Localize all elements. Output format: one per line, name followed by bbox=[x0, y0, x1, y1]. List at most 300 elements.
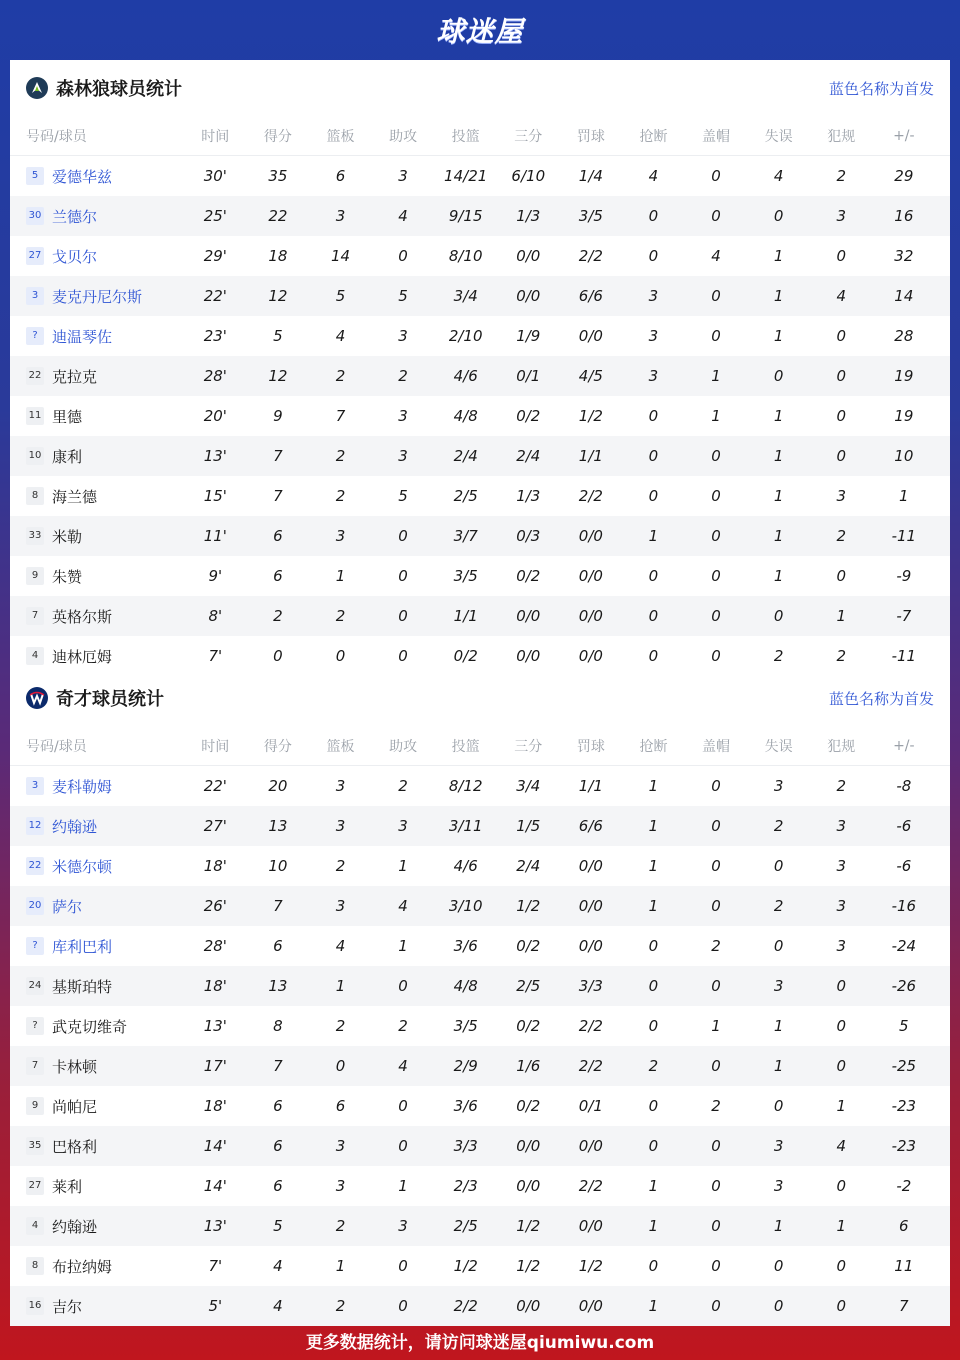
jersey-number: 8 bbox=[26, 1257, 44, 1275]
column-header: 时间 bbox=[201, 738, 230, 755]
column-header: 助攻 bbox=[389, 738, 418, 755]
player-row[interactable] bbox=[10, 1166, 950, 1206]
column-header: +/- bbox=[893, 127, 915, 144]
player-cell bbox=[10, 1176, 184, 1197]
player-cell bbox=[10, 366, 184, 387]
player-name[interactable]: 朱赞 bbox=[52, 567, 83, 586]
stat-cell: 3/3 bbox=[578, 977, 603, 995]
player-name[interactable]: 卡林顿 bbox=[52, 1057, 98, 1076]
stat-cell: 0 bbox=[273, 647, 283, 665]
stat-cell: 1 bbox=[899, 487, 909, 505]
stat-cell: -6 bbox=[896, 817, 912, 835]
stat-cell: 2 bbox=[335, 1297, 346, 1315]
stat-cell: 1 bbox=[773, 407, 784, 425]
stat-cell: 2 bbox=[711, 937, 721, 955]
player-row[interactable] bbox=[10, 516, 950, 556]
stat-cell: 1 bbox=[836, 607, 846, 625]
stat-cell: 5 bbox=[398, 487, 408, 505]
stat-cell: 19 bbox=[894, 407, 914, 425]
player-row[interactable] bbox=[10, 1086, 950, 1126]
player-cell bbox=[10, 896, 184, 917]
player-name[interactable]: 库利巴利 bbox=[52, 937, 113, 956]
stat-cell: 27' bbox=[203, 817, 227, 835]
stat-cell: 0/0 bbox=[578, 527, 603, 545]
team-title: 森林狼球员统计 bbox=[56, 79, 182, 100]
stat-cell: 4 bbox=[335, 327, 346, 345]
stat-cell: 1 bbox=[648, 1177, 659, 1195]
stat-cell: 3 bbox=[773, 977, 784, 995]
player-name[interactable]: 兰德尔 bbox=[52, 207, 98, 226]
player-cell bbox=[10, 286, 184, 307]
stat-cell: 2 bbox=[711, 1097, 721, 1115]
timberwolves-logo-icon bbox=[26, 77, 48, 99]
stat-cell: 1 bbox=[773, 1057, 784, 1075]
stat-cell: 6 bbox=[335, 1097, 346, 1115]
jersey-number: ? bbox=[26, 327, 44, 345]
player-name[interactable]: 萨尔 bbox=[52, 897, 83, 916]
player-row[interactable] bbox=[10, 276, 950, 316]
page-header bbox=[0, 0, 960, 60]
stat-cell: 0 bbox=[711, 327, 721, 345]
stat-cell: 1 bbox=[773, 567, 784, 585]
stat-cell: 0 bbox=[773, 1257, 784, 1275]
stat-cell: 0 bbox=[398, 977, 408, 995]
stat-cell: 28 bbox=[894, 327, 914, 345]
player-row[interactable] bbox=[10, 356, 950, 396]
jersey-number: 16 bbox=[26, 1297, 44, 1315]
player-name[interactable]: 里德 bbox=[52, 407, 83, 426]
player-name[interactable]: 迪温琴佐 bbox=[52, 327, 113, 346]
stat-cell: 3 bbox=[773, 777, 784, 795]
player-name[interactable]: 武克切维奇 bbox=[52, 1017, 128, 1036]
stat-cell: -11 bbox=[891, 527, 917, 545]
player-cell bbox=[10, 326, 184, 347]
player-row[interactable] bbox=[10, 396, 950, 436]
column-header: +/- bbox=[893, 737, 915, 754]
stat-cell: 1 bbox=[335, 977, 346, 995]
player-name[interactable]: 约翰逊 bbox=[52, 1217, 98, 1236]
jersey-number: 27 bbox=[26, 247, 44, 265]
stat-cell: 0 bbox=[836, 367, 846, 385]
stat-cell: 4 bbox=[273, 1257, 283, 1275]
stat-cell: 0 bbox=[773, 367, 784, 385]
stat-cell: 1/3 bbox=[516, 487, 541, 505]
stat-cell: 0 bbox=[648, 937, 659, 955]
stat-cell: 2 bbox=[335, 487, 346, 505]
player-name[interactable]: 迪林厄姆 bbox=[52, 647, 113, 666]
stat-cell: 3 bbox=[398, 817, 408, 835]
stat-cell: 0 bbox=[773, 857, 784, 875]
stat-cell: 20 bbox=[268, 777, 288, 795]
player-row[interactable] bbox=[10, 846, 950, 886]
stat-cell: 1 bbox=[648, 897, 659, 915]
jersey-number: 9 bbox=[26, 567, 44, 585]
stat-cell: 29 bbox=[894, 167, 914, 185]
stat-cell: 0/0 bbox=[516, 607, 541, 625]
stat-cell: 19 bbox=[894, 367, 914, 385]
stat-cell: 5 bbox=[273, 327, 283, 345]
player-row[interactable] bbox=[10, 886, 950, 926]
jersey-number: 5 bbox=[26, 167, 44, 185]
stat-cell: 0/0 bbox=[578, 857, 603, 875]
stat-cell: 0/2 bbox=[516, 567, 541, 585]
section-header bbox=[10, 60, 950, 116]
jersey-number: 8 bbox=[26, 487, 44, 505]
stat-cell: 0/0 bbox=[516, 647, 541, 665]
stat-cell: 0 bbox=[648, 1017, 659, 1035]
stat-cell: 4 bbox=[398, 207, 408, 225]
stat-cell: 1 bbox=[648, 817, 659, 835]
stat-cell: 4/8 bbox=[453, 407, 478, 425]
stat-cell: 2 bbox=[648, 1057, 659, 1075]
player-name[interactable]: 康利 bbox=[52, 447, 83, 466]
stat-cell: 2 bbox=[836, 777, 846, 795]
stat-cell: 0 bbox=[398, 247, 408, 265]
stat-cell: 18' bbox=[203, 977, 227, 995]
player-row[interactable] bbox=[10, 316, 950, 356]
stat-cell: 3/10 bbox=[448, 897, 483, 915]
player-row[interactable] bbox=[10, 156, 950, 196]
stat-cell: 0 bbox=[711, 857, 721, 875]
stat-cell: 0 bbox=[836, 567, 846, 585]
stat-cell: 0/0 bbox=[578, 937, 603, 955]
stat-cell: 5' bbox=[208, 1297, 223, 1315]
stat-cell: 0 bbox=[648, 977, 659, 995]
stat-cell: 0 bbox=[711, 1257, 721, 1275]
stat-cell: 13' bbox=[203, 447, 227, 465]
stat-cell: 0 bbox=[398, 1257, 408, 1275]
stat-cell: 8 bbox=[273, 1017, 283, 1035]
stat-cell: 1 bbox=[773, 287, 784, 305]
player-name[interactable]: 海兰德 bbox=[52, 487, 98, 506]
stat-cell: -7 bbox=[896, 607, 912, 625]
player-row[interactable] bbox=[10, 1126, 950, 1166]
stat-cell: 0 bbox=[836, 247, 846, 265]
player-row[interactable] bbox=[10, 926, 950, 966]
player-row[interactable] bbox=[10, 766, 950, 806]
stat-cell: 2 bbox=[273, 607, 283, 625]
player-name[interactable]: 约翰逊 bbox=[52, 817, 98, 836]
stat-cell: 0 bbox=[711, 567, 721, 585]
player-name[interactable]: 布拉纳姆 bbox=[52, 1257, 113, 1276]
stat-cell: 0 bbox=[648, 607, 659, 625]
stat-cell: 3 bbox=[398, 167, 408, 185]
stat-cell: 2/9 bbox=[453, 1057, 478, 1075]
stat-cell: 3 bbox=[335, 897, 346, 915]
stat-cell: 0 bbox=[711, 817, 721, 835]
stat-cell: 18' bbox=[203, 857, 227, 875]
column-header: 三分 bbox=[514, 128, 543, 145]
column-header: 时间 bbox=[201, 128, 230, 145]
stat-cell: 3 bbox=[836, 207, 846, 225]
player-row[interactable] bbox=[10, 556, 950, 596]
table-header-row bbox=[10, 726, 950, 766]
column-header: 助攻 bbox=[389, 128, 418, 145]
player-name[interactable]: 米德尔顿 bbox=[52, 857, 113, 876]
player-row[interactable] bbox=[10, 966, 950, 1006]
stat-cell: 0 bbox=[711, 1297, 721, 1315]
player-cell bbox=[10, 646, 184, 667]
stat-cell: 1/1 bbox=[578, 777, 603, 795]
stat-cell: 2/2 bbox=[578, 1177, 603, 1195]
player-cell bbox=[10, 816, 184, 837]
stat-cell: 0 bbox=[836, 447, 846, 465]
stat-cell: 3 bbox=[335, 777, 346, 795]
player-name[interactable]: 莱利 bbox=[52, 1177, 83, 1196]
stat-cell: 4 bbox=[648, 167, 659, 185]
stat-cell: 2 bbox=[773, 647, 784, 665]
stat-cell: -11 bbox=[891, 647, 917, 665]
stat-cell: 3 bbox=[648, 287, 659, 305]
stat-cell: 12 bbox=[268, 287, 288, 305]
stat-cell: 2 bbox=[773, 897, 784, 915]
stat-cell: 0 bbox=[648, 207, 659, 225]
stat-cell: 13 bbox=[268, 977, 288, 995]
stat-cell: 0/2 bbox=[516, 1017, 541, 1035]
stat-cell: 2 bbox=[335, 1217, 346, 1235]
stat-cell: 18 bbox=[268, 247, 288, 265]
stat-cell: 3 bbox=[335, 527, 346, 545]
stat-cell: -25 bbox=[891, 1057, 917, 1075]
stat-cell: -16 bbox=[891, 897, 917, 915]
stat-cell: 6/6 bbox=[578, 817, 603, 835]
stat-cell: 2 bbox=[773, 817, 784, 835]
stat-cell: 0 bbox=[836, 1057, 846, 1075]
stat-cell: 2/2 bbox=[578, 247, 603, 265]
stat-cell: 5 bbox=[398, 287, 408, 305]
player-name[interactable]: 戈贝尔 bbox=[52, 247, 98, 266]
player-row[interactable] bbox=[10, 1006, 950, 1046]
stat-cell: 0 bbox=[648, 1137, 659, 1155]
stat-cell: 3/3 bbox=[453, 1137, 478, 1155]
starter-legend: 蓝色名称为首发 bbox=[828, 689, 934, 708]
stat-cell: 1 bbox=[398, 937, 408, 955]
player-name[interactable]: 麦科勒姆 bbox=[52, 777, 113, 796]
stat-cell: 2 bbox=[398, 1017, 408, 1035]
column-header: 篮板 bbox=[326, 738, 355, 755]
stat-cell: 1/1 bbox=[453, 607, 478, 625]
stat-cell: 0/0 bbox=[578, 647, 603, 665]
player-cell bbox=[10, 936, 184, 957]
stat-cell: 4 bbox=[398, 897, 408, 915]
stat-cell: 3 bbox=[335, 1177, 346, 1195]
stat-cell: 4/6 bbox=[453, 367, 478, 385]
brand-logo: 球迷屋 bbox=[436, 15, 524, 48]
jersey-number: 33 bbox=[26, 527, 44, 545]
stat-cell: 3 bbox=[773, 1177, 784, 1195]
player-name[interactable]: 英格尔斯 bbox=[52, 607, 113, 626]
stat-cell: 7 bbox=[273, 1057, 283, 1075]
stat-cell: 7 bbox=[273, 447, 283, 465]
jersey-number: 22 bbox=[26, 857, 44, 875]
jersey-number: 3 bbox=[26, 287, 44, 305]
player-cell bbox=[10, 446, 184, 467]
stat-cell: -2 bbox=[896, 1177, 912, 1195]
stat-cell: 2 bbox=[398, 367, 408, 385]
player-name[interactable]: 爱德华兹 bbox=[52, 167, 113, 186]
stat-cell: 0 bbox=[648, 247, 659, 265]
player-name[interactable]: 麦克丹尼尔斯 bbox=[52, 287, 143, 306]
stat-cell: 10 bbox=[268, 857, 288, 875]
stat-cell: 0 bbox=[648, 647, 659, 665]
stat-cell: 0 bbox=[836, 327, 846, 345]
stats-card bbox=[10, 60, 950, 1320]
stat-cell: 15' bbox=[203, 487, 227, 505]
stat-cell: 14' bbox=[203, 1137, 227, 1155]
stat-cell: 1 bbox=[711, 1017, 721, 1035]
player-cell bbox=[10, 206, 184, 227]
stat-cell: 17' bbox=[203, 1057, 227, 1075]
jersey-number: 10 bbox=[26, 447, 44, 465]
stat-cell: 3 bbox=[398, 1217, 408, 1235]
column-header: 投篮 bbox=[451, 738, 480, 755]
player-row[interactable] bbox=[10, 596, 950, 636]
footer-text[interactable]: 更多数据统计，请访问球迷屋qiumiwu.com bbox=[305, 1332, 655, 1353]
stat-cell: 1 bbox=[335, 1257, 346, 1275]
stat-cell: 28' bbox=[203, 367, 227, 385]
stat-cell: 4/6 bbox=[453, 857, 478, 875]
stat-cell: 6 bbox=[273, 567, 283, 585]
player-row[interactable] bbox=[10, 196, 950, 236]
player-row[interactable] bbox=[10, 236, 950, 276]
stat-cell: 13' bbox=[203, 1217, 227, 1235]
stat-cell: 14 bbox=[330, 247, 351, 265]
stat-cell: 2/4 bbox=[516, 857, 541, 875]
stat-cell: 1/6 bbox=[516, 1057, 541, 1075]
stat-cell: 5 bbox=[335, 287, 346, 305]
stat-cell: 0 bbox=[836, 1257, 846, 1275]
player-name[interactable]: 吉尔 bbox=[52, 1297, 83, 1316]
stat-cell: -9 bbox=[896, 567, 912, 585]
stat-cell: 3/7 bbox=[453, 527, 478, 545]
stat-cell: 9' bbox=[208, 567, 223, 585]
stat-cell: 6 bbox=[335, 167, 346, 185]
stat-cell: 1 bbox=[773, 447, 784, 465]
player-name[interactable]: 克拉克 bbox=[52, 367, 98, 386]
stat-cell: -6 bbox=[896, 857, 912, 875]
stat-cell: 1/4 bbox=[578, 167, 603, 185]
stat-cell: 0 bbox=[648, 447, 659, 465]
player-cell bbox=[10, 856, 184, 877]
stat-cell: 13 bbox=[268, 817, 288, 835]
stat-cell: 3/4 bbox=[516, 777, 541, 795]
stat-cell: 4/5 bbox=[578, 367, 603, 385]
stat-cell: 0/0 bbox=[516, 247, 541, 265]
player-cell bbox=[10, 1296, 184, 1317]
stat-cell: 0 bbox=[398, 607, 408, 625]
stat-cell: 0 bbox=[836, 1017, 846, 1035]
column-header: 号码/球员 bbox=[26, 738, 87, 755]
stat-cell: 1/2 bbox=[578, 1257, 603, 1275]
stat-cell: 2 bbox=[836, 527, 846, 545]
player-row[interactable] bbox=[10, 476, 950, 516]
stat-cell: 1 bbox=[773, 527, 784, 545]
stat-cell: 10 bbox=[894, 447, 914, 465]
player-row[interactable] bbox=[10, 1046, 950, 1086]
stat-cell: 8' bbox=[208, 607, 223, 625]
stat-cell: -24 bbox=[891, 937, 917, 955]
player-row[interactable] bbox=[10, 1246, 950, 1286]
stat-cell: 0/1 bbox=[516, 367, 541, 385]
stat-cell: 1 bbox=[836, 1217, 846, 1235]
stat-cell: 0 bbox=[398, 647, 408, 665]
stat-cell: 2/2 bbox=[578, 1017, 603, 1035]
jersey-number: 22 bbox=[26, 367, 44, 385]
stat-cell: 2 bbox=[398, 777, 408, 795]
stat-cell: 3 bbox=[335, 817, 346, 835]
footer-banner[interactable] bbox=[0, 1320, 960, 1360]
jersey-number: 24 bbox=[26, 977, 44, 995]
stat-cell: 11' bbox=[203, 527, 227, 545]
player-cell bbox=[10, 1216, 184, 1237]
stat-cell: 0 bbox=[711, 447, 721, 465]
player-name[interactable]: 米勒 bbox=[52, 527, 83, 546]
stat-cell: 1/5 bbox=[516, 817, 541, 835]
jersey-number: 12 bbox=[26, 817, 44, 835]
jersey-number: 20 bbox=[26, 897, 44, 915]
stat-cell: 6 bbox=[273, 527, 283, 545]
stat-cell: 7 bbox=[273, 897, 283, 915]
player-name[interactable]: 基斯珀特 bbox=[52, 977, 113, 996]
stat-cell: 26' bbox=[203, 897, 227, 915]
player-row[interactable] bbox=[10, 806, 950, 846]
player-name[interactable]: 尚帕尼 bbox=[52, 1097, 98, 1116]
stat-cell: 1 bbox=[773, 487, 784, 505]
stat-cell: 35 bbox=[268, 167, 288, 185]
stat-cell: 0 bbox=[648, 487, 659, 505]
jersey-number: 4 bbox=[26, 1217, 44, 1235]
column-header: 得分 bbox=[263, 128, 292, 145]
stat-cell: 28' bbox=[203, 937, 227, 955]
stat-cell: 0 bbox=[335, 647, 346, 665]
stat-cell: 2/2 bbox=[453, 1297, 478, 1315]
stat-cell: 6 bbox=[273, 1097, 283, 1115]
stat-cell: 1 bbox=[398, 857, 408, 875]
stat-cell: 1 bbox=[773, 247, 784, 265]
player-row[interactable] bbox=[10, 436, 950, 476]
stat-cell: 0/2 bbox=[453, 647, 478, 665]
stat-cell: 1 bbox=[711, 407, 721, 425]
stat-cell: 9/15 bbox=[448, 207, 483, 225]
wizards-logo-icon bbox=[26, 687, 48, 709]
stat-cell: 0 bbox=[335, 1057, 346, 1075]
stat-cell: 7 bbox=[335, 407, 346, 425]
column-header: 抢断 bbox=[639, 128, 668, 145]
stat-cell: 12 bbox=[268, 367, 288, 385]
stat-cell: 4 bbox=[398, 1057, 408, 1075]
stat-cell: 6 bbox=[273, 1177, 283, 1195]
stat-cell: 2/5 bbox=[453, 1217, 478, 1235]
player-cell bbox=[10, 606, 184, 627]
stat-cell: 4 bbox=[836, 1137, 846, 1155]
stat-cell: 0 bbox=[773, 207, 784, 225]
stat-cell: 1 bbox=[648, 857, 659, 875]
stat-cell: 2 bbox=[335, 367, 346, 385]
jersey-number: 9 bbox=[26, 1097, 44, 1115]
player-row[interactable] bbox=[10, 1206, 950, 1246]
stat-cell: 30' bbox=[203, 167, 227, 185]
stat-cell: 1/3 bbox=[516, 207, 541, 225]
stat-cell: 8/12 bbox=[448, 777, 483, 795]
stat-cell: 7 bbox=[273, 487, 283, 505]
stat-cell: 2/10 bbox=[448, 327, 483, 345]
table-header-row bbox=[10, 116, 950, 156]
stat-cell: 3/11 bbox=[448, 817, 483, 835]
stat-cell: 2/5 bbox=[453, 487, 478, 505]
column-header: 得分 bbox=[263, 738, 292, 755]
column-header: 犯规 bbox=[827, 128, 856, 145]
player-name[interactable]: 巴格利 bbox=[52, 1137, 98, 1156]
